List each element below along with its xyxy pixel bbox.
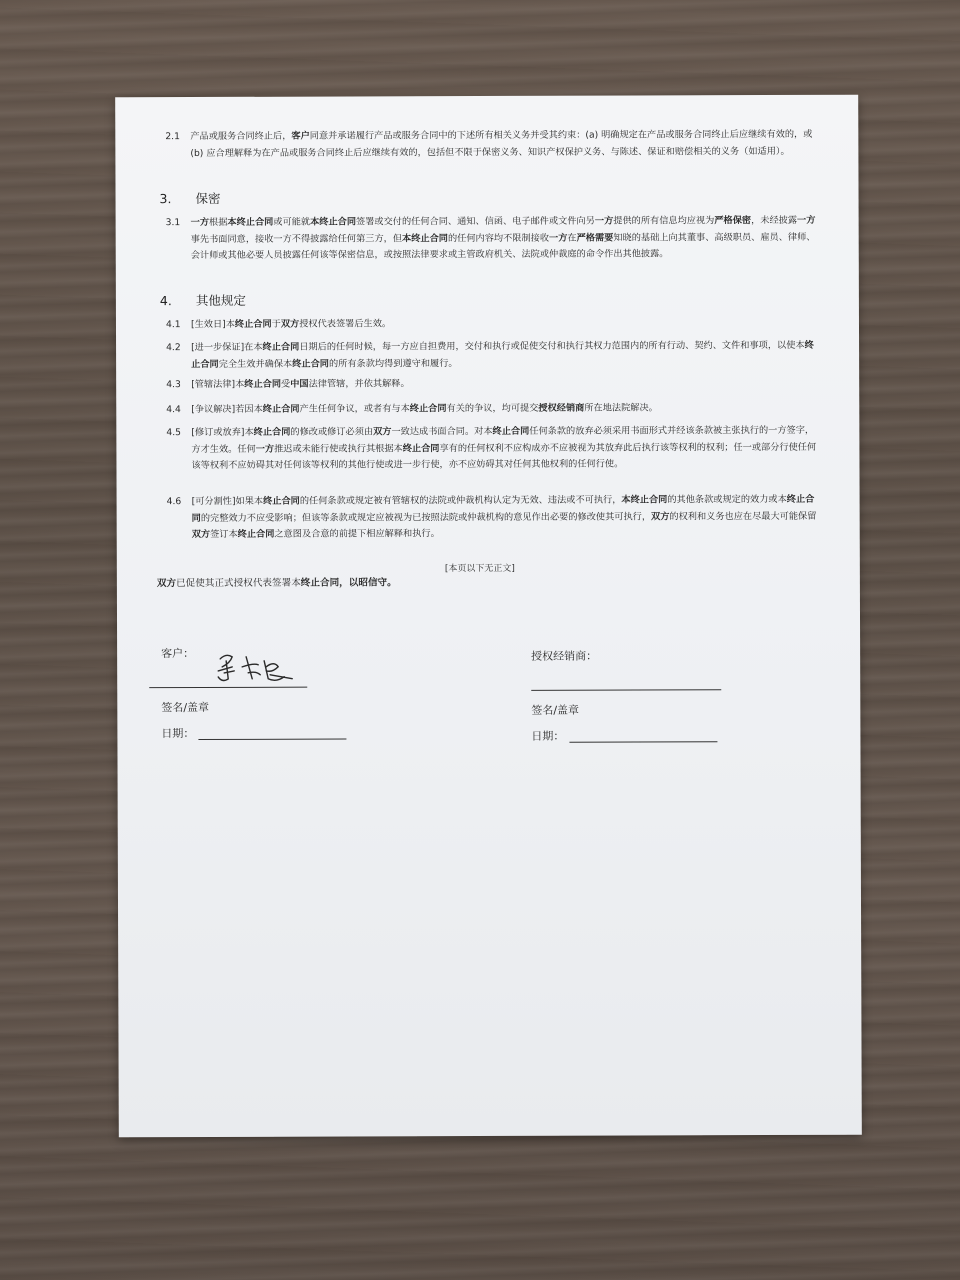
defined-term: 终止合同 <box>292 358 329 370</box>
defined-term: 双方 <box>373 426 392 438</box>
defined-term: 终止合同 <box>263 495 300 507</box>
document-page <box>115 95 862 1138</box>
clause-text: 之意图及合意的前提下相应解释和执行。 <box>274 528 440 540</box>
no-further-text-note: [本页以下无正文] <box>444 563 515 575</box>
customer-date-line[interactable] <box>198 738 346 740</box>
clause-text: 授权代表签署后生效。 <box>299 318 392 330</box>
clause-text: 同意并承诺履行产品或服务合同中的下述所有相关义务并受其约束：(a) 明确规定在产品或服务合同终止后应继续有效的，或 (b) 应合理解释为在产品或服务合同终止后应继续有效的，包括但不限于保密义务、知识产权保护义务、与陈述、保证和赔偿相关的义务（如适用）。 <box>190 128 813 159</box>
defined-term: 终止合同 <box>300 577 340 589</box>
clause-text: 有关的争议，均可提交 <box>446 402 539 415</box>
clause-3-1 <box>165 213 821 265</box>
clause-number: 3.1 <box>165 217 181 229</box>
defined-term: 终止合同 <box>191 339 814 370</box>
clause-text: 事先书面同意，接收一方不得披露给任何第三方，但 <box>190 232 403 245</box>
clause-text: 知晓的基础上向其董事、高级职员、雇员、律师、会计师或其他必要人员披露任何该等保密信息，或按照法律要求或主管政府机关、法院或仲裁庭的命令作出其他披露。 <box>190 231 816 262</box>
defined-term: 本终止合同 <box>401 232 448 244</box>
clause-4-6 <box>166 492 822 544</box>
defined-term: 本终止合同 <box>310 216 357 228</box>
customer-date-label: 日期： <box>161 727 195 741</box>
clause-text: 的所有条款均得到遵守和履行。 <box>328 357 458 370</box>
clause-text: 根据 <box>208 216 228 228</box>
section-number: 4. <box>159 293 172 309</box>
clause-text: [可分割性]如果本 <box>191 495 264 508</box>
clause-text: [管辖法律]本 <box>191 378 245 391</box>
clause-text: [争议解决]若因本 <box>191 403 263 416</box>
clause-text: 的权利和义务也应在尽最大可能保留 <box>669 510 817 522</box>
defined-term: 终止合同 <box>253 426 291 438</box>
defined-term: 本终止合同 <box>227 216 274 228</box>
clause-text: 一致达成书面合同。对本 <box>391 425 493 438</box>
defined-term: 一方 <box>796 214 816 226</box>
clause-text: 的任何内容均不限制接收 <box>447 232 550 244</box>
defined-term: 本终止合同 <box>621 494 668 506</box>
dealer-date-line[interactable] <box>569 741 717 743</box>
defined-term: 中国 <box>290 378 309 390</box>
section-title: 其他规定 <box>195 292 246 309</box>
defined-term: 一方 <box>190 216 210 229</box>
defined-term: 双方 <box>191 528 211 541</box>
clause-text: [修订或放弃]本 <box>191 426 254 439</box>
clause-text: [生效日]本 <box>190 318 235 331</box>
customer-sign-stamp-label: 签名/盖章 <box>161 700 210 715</box>
clause-number: 2.1 <box>165 131 180 143</box>
defined-term: 终止合同 <box>262 403 300 415</box>
clause-text: 完全生效并确保本 <box>218 358 293 370</box>
defined-term: 一方 <box>594 215 614 227</box>
dealer-sign-stamp-label: 签名/盖章 <box>531 703 580 717</box>
defined-term: 终止合同 <box>492 425 530 437</box>
defined-term: 一方 <box>548 232 568 244</box>
clause-number: 4.4 <box>166 404 181 416</box>
clause-text: 产生任何争议，或者有与本 <box>299 403 410 415</box>
witness-text: ，以昭信守。 <box>339 577 397 589</box>
clause-number: 4.1 <box>165 319 181 331</box>
section-number: 3. <box>159 191 172 207</box>
clause-number: 4.6 <box>166 496 182 508</box>
clause-number: 4.2 <box>166 342 181 354</box>
clause-text: 推迟或未能行使或执行其根据本 <box>274 442 403 455</box>
dealer-label: 授权经销商： <box>531 649 598 663</box>
defined-term: 终止合同 <box>234 318 272 330</box>
customer-handwritten-signature <box>212 649 302 689</box>
clause-text: 受 <box>281 378 291 390</box>
section-heading-3 <box>160 189 221 207</box>
defined-term: 严格保密 <box>714 215 752 227</box>
clause-text: [进一步保证]在本 <box>191 341 263 354</box>
defined-term: 终止合同 <box>191 493 815 524</box>
clause-4-4 <box>166 400 821 419</box>
clause-text: 签订本 <box>210 528 238 540</box>
witness-clause <box>157 574 397 589</box>
clause-number: 4.3 <box>166 379 181 391</box>
defined-term: 终止合同 <box>244 378 282 390</box>
section-title: 保密 <box>195 190 221 207</box>
clause-text: 的其他条款或规定的效力或本 <box>667 493 787 506</box>
clause-text: 任何条款的放弃必须采用书面形式并经该条款被主张执行的一方签字，方才生效。任何 <box>191 424 815 455</box>
clause-number: 4.5 <box>166 427 182 439</box>
clause-4-3 <box>166 375 821 394</box>
defined-term: 双方 <box>651 510 670 522</box>
customer-label: 客户： <box>161 647 195 661</box>
clause-text: 提供的所有信息均应视为 <box>613 215 715 227</box>
defined-term: 授权经销商 <box>538 402 585 414</box>
clause-text: 产品或服务合同终止后， <box>190 130 292 143</box>
clause-text: ，未经披露 <box>751 214 798 227</box>
clause-text: 或可能就 <box>273 216 311 228</box>
defined-term: 终止合同 <box>402 442 440 454</box>
defined-term: 双方 <box>280 318 300 330</box>
clause-text: 的修改或修订必须由 <box>290 426 374 438</box>
clause-text: 在 <box>567 232 577 244</box>
defined-term: 严格需要 <box>576 232 614 244</box>
defined-term: 客户 <box>291 130 310 142</box>
clause-4-1 <box>165 315 821 334</box>
clause-text: 于 <box>271 318 281 330</box>
defined-term: 终止合同 <box>262 341 300 353</box>
clause-4-2 <box>166 338 821 373</box>
clause-text: 享有的任何权利不应构成亦不应被视为其放弃此后执行该等权利的权利；任一或部分行使任何该等权利不应妨碍其对任何该等权利的其他行使或进一步行使，亦不应妨碍其对任何其他权利的任何行使。 <box>191 441 817 472</box>
clause-text: 的任何条款或规定被有管辖权的法院或仲裁机构认定为无效、违法或不可执行， <box>299 494 622 507</box>
clause-text: 签署或交付的任何合同、通知、信函、电子邮件或文件向另 <box>355 215 595 228</box>
dealer-date-label: 日期： <box>531 729 565 743</box>
clause-text: 的完整效力不应受影响；但该等条款或规定应被视为已按照法院或仲裁机构的意见作出必要的修改使其可执行， <box>200 510 652 524</box>
defined-term: 终止合同 <box>409 403 447 415</box>
dealer-signature-line[interactable] <box>531 689 721 691</box>
section-heading-4 <box>160 291 246 309</box>
clause-2-1 <box>165 127 820 162</box>
defined-term: 终止合同 <box>237 528 275 540</box>
clause-text: 法律管辖，并依其解释。 <box>308 378 410 390</box>
witness-text: 已促使其正式授权代表签署本 <box>176 577 301 590</box>
clause-text: 日期后的任何时候，每一方应自担费用，交付和执行或促使交付和执行其权力范围内的所有行动、契约、文件和事项，以使本 <box>299 339 805 353</box>
clause-4-5 <box>166 423 821 475</box>
defined-term: 一方 <box>255 443 275 455</box>
defined-term: 双方 <box>156 578 177 590</box>
clause-text: 所在地法院解决。 <box>584 402 658 414</box>
